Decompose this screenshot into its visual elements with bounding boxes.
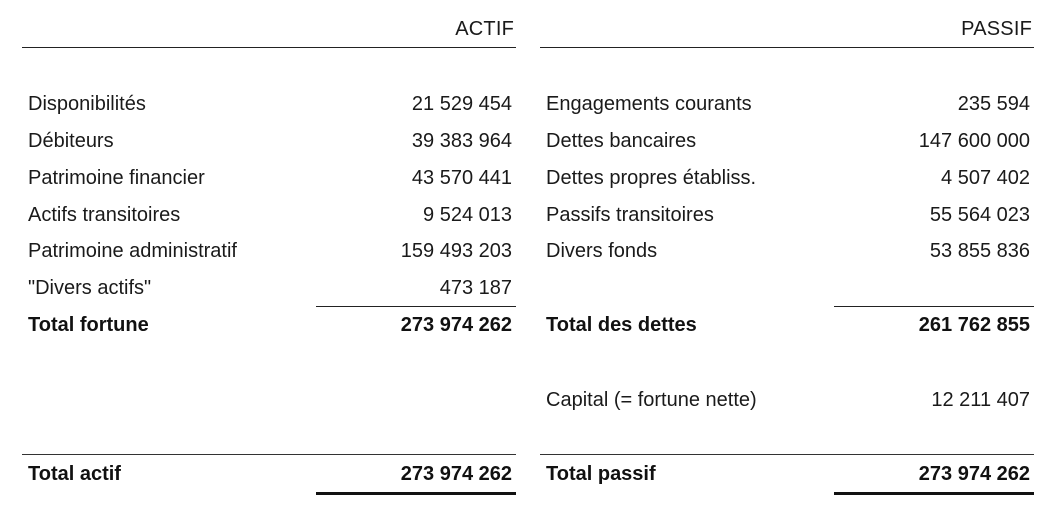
actif-row-value: 39 383 964 (411, 130, 512, 152)
passif-total-row (540, 459, 1034, 489)
actif-total-rule (22, 454, 516, 455)
actif-row (22, 236, 516, 266)
passif-row-label: Engagements courants (546, 93, 752, 115)
actif-header: ACTIF (455, 18, 514, 40)
passif-header-rule (540, 47, 1034, 48)
passif-row-label: Dettes bancaires (546, 130, 697, 152)
passif-row-label: Dettes propres établiss. (546, 167, 757, 189)
total-actif-value: 273 974 262 (400, 463, 512, 485)
actif-row-value: 43 570 441 (411, 167, 512, 189)
capital-value: 12 211 407 (931, 389, 1030, 411)
capital-row (540, 385, 1034, 415)
actif-row (22, 273, 516, 303)
total-fortune-value: 273 974 262 (400, 314, 512, 336)
passif-subtotal-row (540, 310, 1034, 340)
passif-row-label: Passifs transitoires (546, 204, 714, 226)
passif-row (540, 89, 1034, 119)
total-passif-label: Total passif (546, 463, 656, 485)
capital-label: Capital (= fortune nette) (546, 389, 757, 411)
actif-row-value: 21 529 454 (411, 93, 512, 115)
passif-subtotal-rule (834, 306, 1034, 307)
actif-header-rule (22, 47, 516, 48)
passif-row-value: 235 594 (957, 93, 1030, 115)
actif-row (22, 163, 516, 193)
actif-row-value: 9 524 013 (423, 204, 512, 226)
actif-row-label: Débiteurs (28, 130, 114, 152)
actif-row-label: Actifs transitoires (28, 204, 181, 226)
actif-subtotal-row (22, 310, 516, 340)
total-passif-value: 273 974 262 (918, 463, 1030, 485)
total-fortune-label: Total fortune (28, 314, 149, 336)
actif-row-value: 159 493 203 (400, 240, 512, 262)
passif-header: PASSIF (961, 18, 1032, 40)
passif-total-underline (834, 492, 1034, 495)
passif-row-value: 55 564 023 (929, 204, 1030, 226)
actif-row-label: Patrimoine administratif (28, 240, 237, 262)
actif-row (22, 89, 516, 119)
passif-row (540, 163, 1034, 193)
passif-row-value: 53 855 836 (929, 240, 1030, 262)
actif-row (22, 126, 516, 156)
actif-total-underline (316, 492, 516, 495)
actif-row-label: Patrimoine financier (28, 167, 205, 189)
actif-total-row (22, 459, 516, 489)
passif-row-value: 147 600 000 (918, 130, 1030, 152)
total-dettes-label: Total des dettes (546, 314, 697, 336)
total-dettes-value: 261 762 855 (918, 314, 1030, 336)
passif-total-rule (540, 454, 1034, 455)
passif-row (540, 236, 1034, 266)
actif-row (22, 200, 516, 230)
passif-row-value: 4 507 402 (941, 167, 1030, 189)
passif-row-label: Divers fonds (546, 240, 658, 262)
actif-row-label: Disponibilités (28, 93, 146, 115)
passif-row (540, 126, 1034, 156)
actif-row-value: 473 187 (439, 277, 512, 299)
total-actif-label: Total actif (28, 463, 121, 485)
actif-subtotal-rule (316, 306, 516, 307)
actif-row-label: "Divers actifs" (28, 277, 152, 299)
passif-row (540, 200, 1034, 230)
